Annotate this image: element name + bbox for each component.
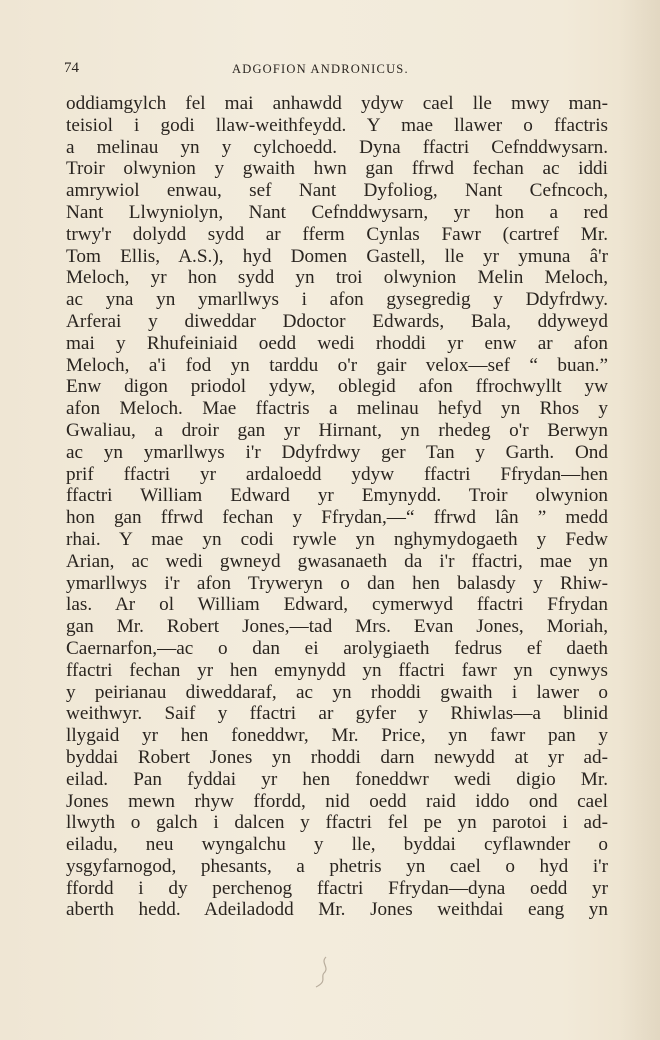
text-line: y peirianau diweddaraf, ac yn rhoddi gwaith i lawer o (66, 681, 608, 703)
text-line: amrywiol enwau, sef Nant Dyfoliog, Nant Cefncoch, (66, 180, 608, 202)
text-line: Nant Llwyniolyn, Nant Cefnddwysarn, yr hon a red (66, 201, 608, 223)
text-line: hon gan ffrwd fechan y Ffrydan,—“ ffrwd lân ” medd (66, 507, 608, 529)
text-line: ac yn ymarllwys i'r Ddyfrdwy ger Tan y Garth. Ond (66, 441, 608, 463)
text-line: aberth hedd. Adeiladodd Mr. Jones weithdai eang yn (66, 899, 608, 921)
text-line: afon Meloch. Mae ffactris a melinau hefyd yn Rhos y (66, 398, 608, 420)
text-line: ffordd i dy perchenog ffactri Ffrydan—dyna oedd yr (66, 877, 608, 899)
text-line: trwy'r dolydd sydd ar fferm Cynlas Fawr (cartref Mr. (66, 223, 608, 245)
text-line: ysgyfarnogod, phesants, a phetris yn cael o hyd i'r (66, 855, 608, 877)
text-line: Jones mewn rhyw ffordd, nid oedd raid iddo ond cael (66, 790, 608, 812)
text-line: ffactri fechan yr hen emynydd yn ffactri fawr yn cynwys (66, 659, 608, 681)
text-line: teisiol i godi llaw-weithfeydd. Y mae llawer o ffactris (66, 114, 608, 136)
page-edge-shadow (620, 0, 660, 1040)
text-line: ac yna yn ymarllwys i afon gysegredig y Ddyfrdwy. (66, 289, 608, 311)
text-line: rhai. Y mae yn codi rywle yn nghymydogaeth y Fedw (66, 528, 608, 550)
text-line: ymarllwys i'r afon Tryweryn o dan hen balasdy y Rhiw- (66, 572, 608, 594)
text-line: a melinau yn y cylchoedd. Dyna ffactri Cefnddwysarn. (66, 136, 608, 158)
page-header (64, 58, 608, 82)
text-line: Arferai y diweddar Ddoctor Edwards, Bala, ddyweyd (66, 310, 608, 332)
text-line: Caernarfon,—ac o dan ei arolygiaeth fedrus ef daeth (66, 637, 608, 659)
text-line: Enw digon priodol ydyw, oblegid afon ffrochwyllt yw (66, 376, 608, 398)
running-head: ADGOFION ANDRONICUS. (232, 62, 409, 76)
text-line: Tom Ellis, A.S.), hyd Domen Gastell, lle yr ymuna â'r (66, 245, 608, 267)
text-line: gan Mr. Robert Jones,—tad Mrs. Evan Jones, Moriah, (66, 616, 608, 638)
text-line: Gwaliau, a droir gan yr Hirnant, yn rhedeg o'r Berwyn (66, 419, 608, 441)
text-line: ffactri William Edward yr Emynydd. Troir olwynion (66, 485, 608, 507)
text-line: Meloch, a'i fod yn tarddu o'r gair velox—sef “ buan.” (66, 354, 608, 376)
text-line: llwyth o galch i dalcen y ffactri fel pe yn parotoi i ad- (66, 812, 608, 834)
text-line: eilad. Pan fyddai yr hen foneddwr wedi digio Mr. (66, 768, 608, 790)
text-line: Arian, ac wedi gwneyd gwasanaeth da i'r ffactri, mae yn (66, 550, 608, 572)
pencil-mark (312, 955, 334, 989)
text-line: las. Ar ol William Edward, cymerwyd ffactri Ffrydan (66, 594, 608, 616)
text-line: eiladu, neu wyngalchu y lle, byddai cyflawnder o (66, 834, 608, 856)
text-line: llygaid yr hen foneddwr, Mr. Price, yn fawr pan y (66, 725, 608, 747)
text-line: oddiamgylch fel mai anhawdd ydyw cael lle mwy man- (66, 93, 608, 114)
text-line: Meloch, yr hon sydd yn troi olwynion Melin Meloch, (66, 267, 608, 289)
text-line: mai y Rhufeiniaid oedd wedi rhoddi yr enw ar afon (66, 332, 608, 354)
text-line: prif ffactri yr ardaloedd ydyw ffactri Ffrydan—hen (66, 463, 608, 485)
text-line: byddai Robert Jones yn rhoddi darn newydd at yr ad- (66, 746, 608, 768)
body-text (66, 93, 608, 921)
text-line: Troir olwynion y gwaith hwn gan ffrwd fechan ac iddi (66, 158, 608, 180)
page-number: 74 (64, 60, 79, 76)
text-line: weithwyr. Saif y ffactri ar gyfer y Rhiwlas—a blinid (66, 703, 608, 725)
